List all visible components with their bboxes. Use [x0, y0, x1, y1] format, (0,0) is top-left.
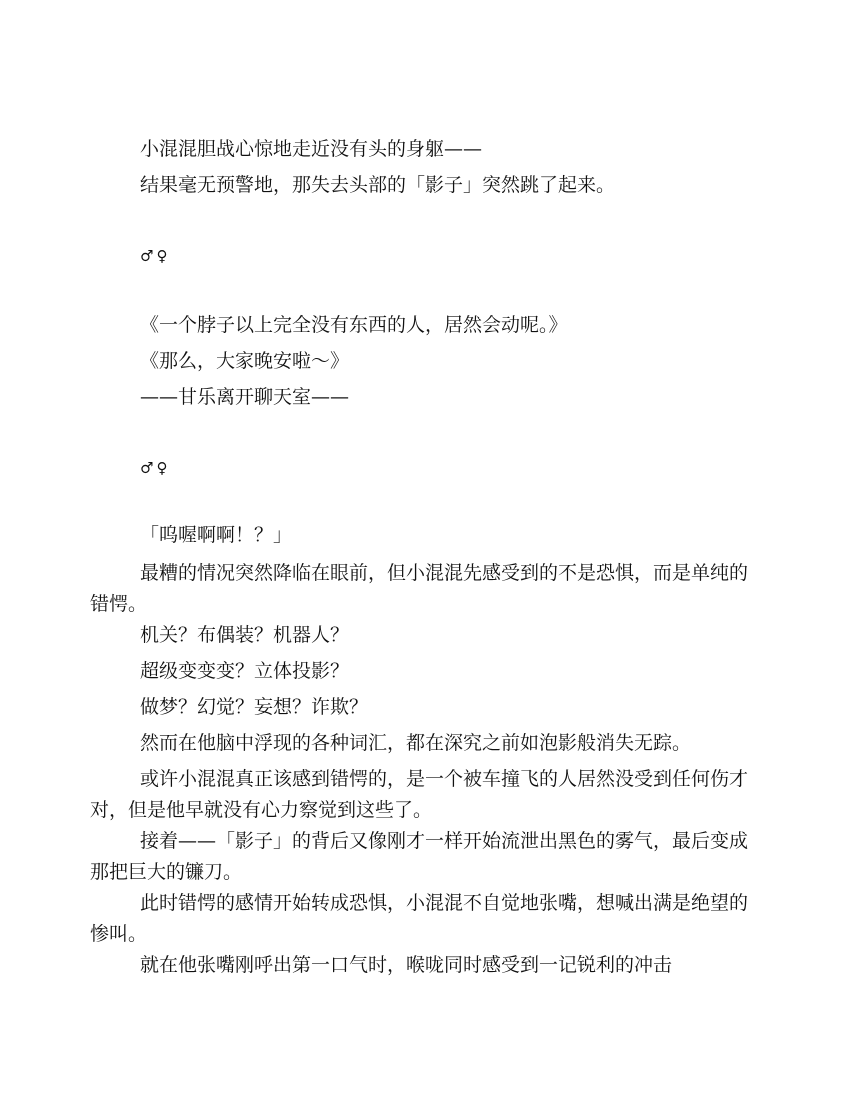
- paragraph: 最糟的情况突然降临在眼前，但小混混先感受到的不是恐惧，而是单纯的错愕。: [90, 562, 749, 615]
- paragraph: 接着——「影子」的背后又像刚才一样开始流泄出黑色的雾气，最后变成那把巨大的镰刀。: [90, 830, 749, 883]
- paragraph: 结果毫无预警地，那失去头部的「影子」突然跳了起来。: [140, 174, 616, 196]
- paragraph: 超级变变变？立体投影？: [140, 660, 350, 682]
- paragraph: 或许小混混真正该感到错愕的，是一个被车撞飞的人居然没受到任何伤才对，但是他早就没有心力察觉到这些了。: [90, 768, 749, 821]
- paragraph: 「呜喔啊啊！？」: [140, 524, 293, 546]
- paragraph: 《一个脖子以上完全没有东西的人，居然会动呢。》: [140, 314, 568, 336]
- paragraph: 然而在他脑中浮现的各种词汇，都在深究之前如泡影般消失无踪。: [140, 732, 692, 754]
- paragraph: 做梦？幻觉？妄想？诈欺？: [140, 696, 369, 718]
- section-separator: ♂♀: [140, 459, 171, 477]
- section-separator: ♂♀: [140, 247, 171, 265]
- paragraph: 《那么，大家晚安啦～》: [140, 350, 350, 372]
- paragraph: 此时错愕的感情开始转成恐惧，小混混不自觉地张嘴，想喊出满是绝望的惨叫。: [90, 892, 749, 945]
- paragraph: ——甘乐离开聊天室——: [140, 386, 350, 408]
- paragraph: 就在他张嘴刚呼出第一口气时，喉咙同时感受到一记锐利的冲击: [140, 954, 673, 976]
- paragraph: 小混混胆战心惊地走近没有头的身躯——: [140, 138, 483, 160]
- paragraph: 机关？布偶装？机器人？: [140, 624, 350, 646]
